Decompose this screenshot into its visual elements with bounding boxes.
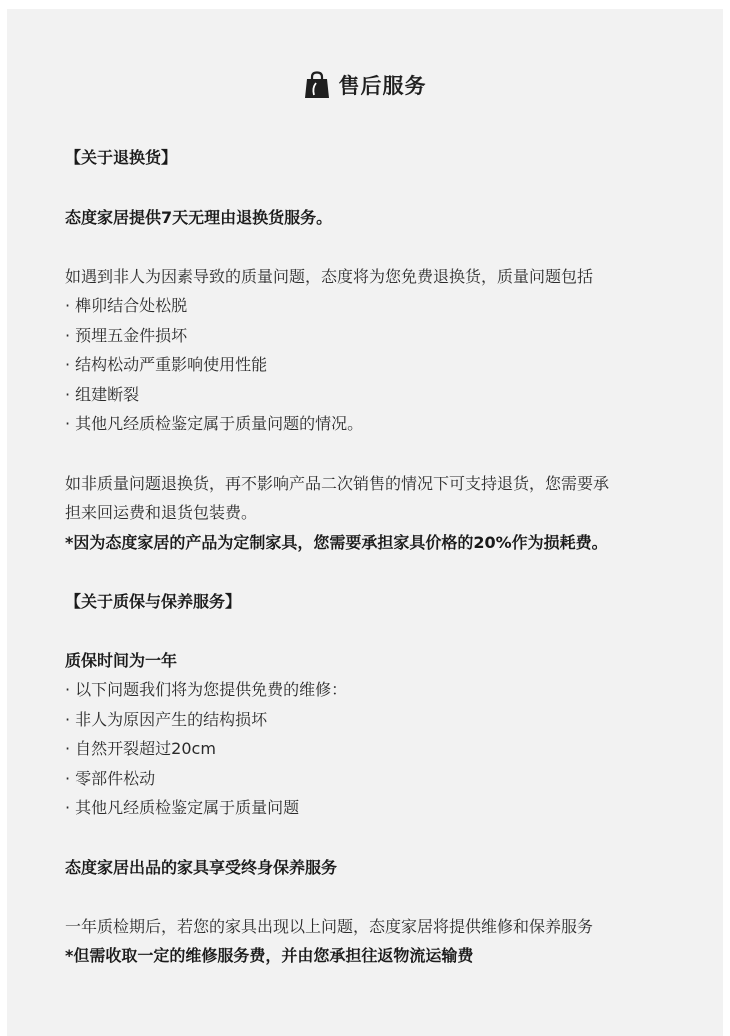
page-title: 售后服务 xyxy=(338,74,427,98)
return-section-heading: 【关于退换货】 xyxy=(65,148,178,167)
content-card xyxy=(7,9,723,1036)
quality-lead: 如遇到非人为因素导致的质量问题，态度将为您免费退换货，质量问题包括 xyxy=(65,267,594,286)
return-note: *因为态度家居的产品为定制家具，您需要承担家具价格的20%作为损耗费。 xyxy=(65,533,608,552)
warranty-section-heading: 【关于质保与保养服务】 xyxy=(65,592,242,611)
list-item: · 预埋五金件损坏 xyxy=(65,326,188,345)
page-header xyxy=(7,67,723,103)
list-item: · 其他凡经质检鉴定属于质量问题 xyxy=(65,798,300,817)
after-warranty-text: 一年质检期后，若您的家具出现以上问题，态度家居将提供维修和保养服务 xyxy=(65,917,594,936)
list-item: · 榫卯结合处松脱 xyxy=(65,296,188,315)
list-item: · 其他凡经质检鉴定属于质量问题的情况。 xyxy=(65,414,364,433)
list-item: · 非人为原因产生的结构损坏 xyxy=(65,710,268,729)
list-item: · 自然开裂超过20cm xyxy=(65,739,216,758)
non-quality-text-line1: 如非质量问题退换货，再不影响产品二次销售的情况下可支持退货，您需要承 xyxy=(65,474,610,493)
list-item: · 以下问题我们将为您提供免费的维修： xyxy=(65,680,348,699)
shopping-bag-icon xyxy=(304,71,330,99)
non-quality-text-line2: 担来回运费和退货包装费。 xyxy=(65,503,258,522)
return-intro: 态度家居提供7天无理由退换货服务。 xyxy=(65,208,333,227)
lifetime-service: 态度家居出品的家具享受终身保养服务 xyxy=(65,858,338,877)
list-item: · 组建断裂 xyxy=(65,385,140,404)
list-item: · 零部件松动 xyxy=(65,769,156,788)
list-item: · 结构松动严重影响使用性能 xyxy=(65,355,268,374)
warranty-note: *但需收取一定的维修服务费，并由您承担往返物流运输费 xyxy=(65,946,474,965)
warranty-period: 质保时间为一年 xyxy=(65,651,178,670)
